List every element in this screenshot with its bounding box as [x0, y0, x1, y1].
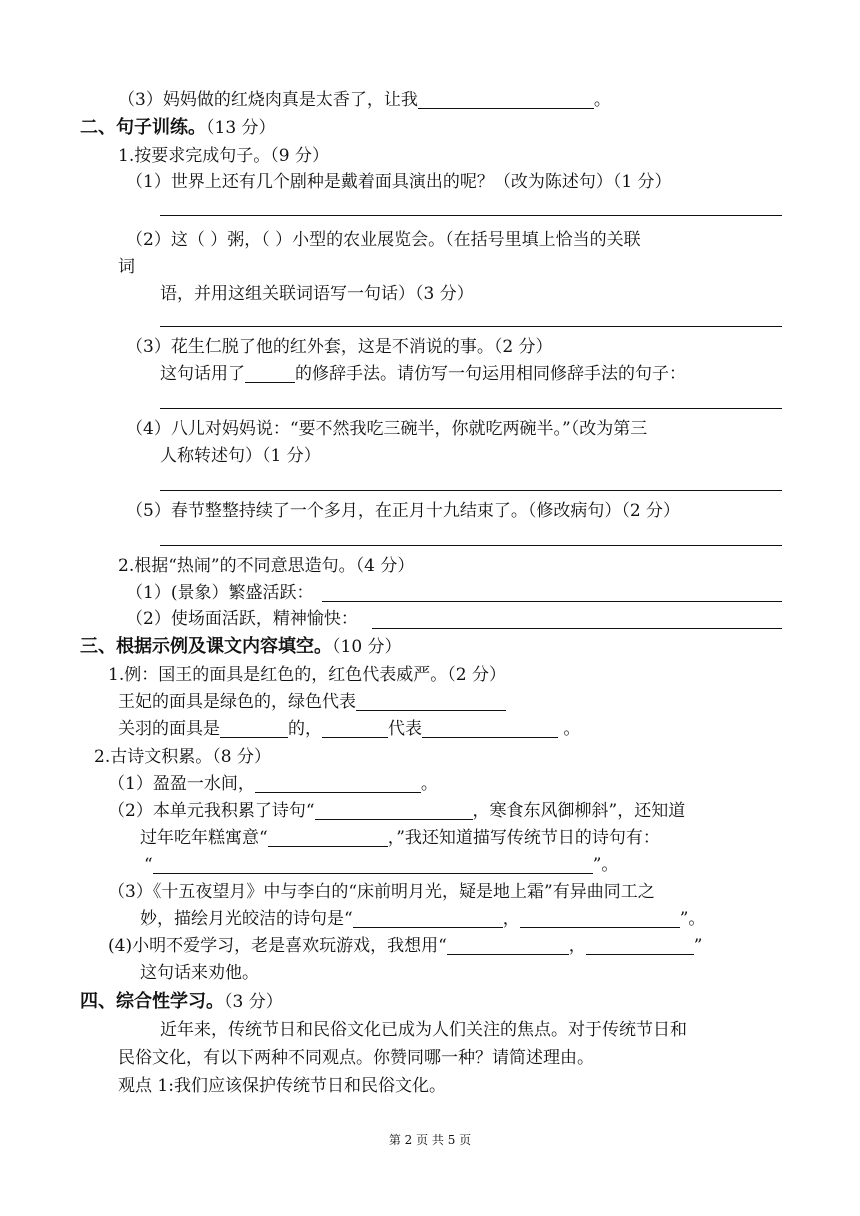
answer-line[interactable] [160, 545, 782, 546]
answer-blank[interactable] [315, 801, 473, 820]
section-2-heading: 二、句子训练。（13 分） [80, 117, 276, 138]
s2-q1-2c: 语，并用这组关联词语写一句话）（3 分） [160, 284, 474, 304]
answer-blank[interactable] [322, 719, 388, 738]
s4-paragraph-line-1: 近年来，传统节日和民俗文化已成为人们关注的焦点。对于传统节日和 [160, 1020, 687, 1040]
s3-q2-3b: 妙，描绘月光皎洁的诗句是“ ， ”。 [140, 909, 706, 929]
answer-blank[interactable] [353, 909, 503, 928]
answer-line[interactable] [160, 490, 782, 491]
section-3-heading: 三、根据示例及课文内容填空。（10 分） [80, 636, 402, 657]
s3-q2-2a: （2）本单元我积累了诗句“ ，寒食东风御柳斜”，还知道 [108, 801, 686, 821]
answer-blank[interactable] [268, 828, 388, 847]
s3-q1-title: 1.例：国王的面具是红色的，红色代表威严。（2 分） [108, 665, 506, 685]
s4-paragraph-line-2: 民俗文化，有以下两种不同观点。你赞同哪一种？请简述理由。 [118, 1048, 594, 1068]
s3-q2-2c: “ ”。 [144, 855, 619, 875]
s3-q2-4a: (4)小明不爱学习，老是喜欢玩游戏，我想用“ ， ” [108, 936, 703, 956]
answer-blank[interactable] [255, 774, 421, 793]
s3-q1-b: 关羽的面具是 的， 代表 。 [118, 719, 581, 739]
s3-q2-4b: 这句话来劝他。 [140, 963, 259, 983]
s2-q1-title: 1.按要求完成句子。（9 分） [118, 146, 329, 166]
answer-line[interactable] [372, 628, 782, 629]
answer-blank[interactable] [153, 855, 593, 874]
s2-q1-3b: 这句话用了 的修辞手法。请仿写一句运用相同修辞手法的句子： [160, 364, 686, 384]
s2-q2-2: （2）使场面活跃，精神愉快： [126, 609, 358, 629]
s2-q1-2a: （2）这（ ）粥，（ ）小型的农业展览会。（在括号里填上恰当的关联 [126, 230, 641, 250]
answer-blank[interactable] [220, 719, 288, 738]
s3-q2-title: 2.古诗文积累。（8 分） [94, 747, 271, 767]
answer-line[interactable] [322, 601, 782, 602]
answer-line[interactable] [160, 326, 782, 327]
answer-line[interactable] [160, 215, 782, 216]
page-footer: 第 2 页 共 5 页 [388, 1133, 472, 1147]
s3-q2-3a: （3）《十五夜望月》中与李白的“床前明月光，疑是地上霜”有异曲同工之 [108, 882, 655, 902]
s2-q1-4b: 人称转述句）（1 分） [160, 446, 321, 466]
s2-q1-5: （5）春节整整持续了一个多月，在正月十九结束了。（修改病句）（2 分） [126, 501, 681, 521]
answer-line[interactable] [160, 408, 782, 409]
s4-viewpoint-1: 观点 1:我们应该保护传统节日和民俗文化。 [118, 1076, 446, 1096]
s2-q1-2b: 词 [118, 257, 135, 277]
answer-blank[interactable] [422, 719, 558, 738]
s2-q1-3a: （3）花生仁脱了他的红外套，这是不消说的事。（2 分） [126, 337, 553, 357]
answer-blank[interactable] [447, 936, 569, 955]
s3-q2-2b: 过年吃年糕寓意“ ，”我还知道描写传统节日的诗句有： [140, 828, 660, 848]
question-meat-line: （3）妈妈做的红烧肉真是太香了，让我 。 [118, 90, 611, 110]
s2-q2-title: 2.根据“热闹”的不同意思造句。（4 分） [118, 556, 415, 576]
s3-q1-a: 王妃的面具是绿色的，绿色代表 [118, 691, 506, 713]
s3-q2-1: （1）盈盈一水间， 。 [108, 774, 438, 794]
s2-q2-1: （1）(景象）繁盛活跃： [126, 583, 314, 603]
answer-blank[interactable] [245, 364, 295, 383]
s2-q1-4a: （4）八儿对妈妈说：“要不然我吃三碗半，你就吃两碗半。”（改为第三 [126, 419, 648, 439]
section-4-heading: 四、综合性学习。（3 分） [80, 991, 283, 1012]
answer-blank[interactable] [356, 692, 506, 711]
answer-blank[interactable] [418, 90, 594, 109]
s2-q1-1: （1）世界上还有几个剧种是戴着面具演出的呢？（改为陈述句）（1 分） [126, 172, 672, 192]
answer-blank[interactable] [586, 936, 694, 955]
answer-blank[interactable] [520, 909, 680, 928]
